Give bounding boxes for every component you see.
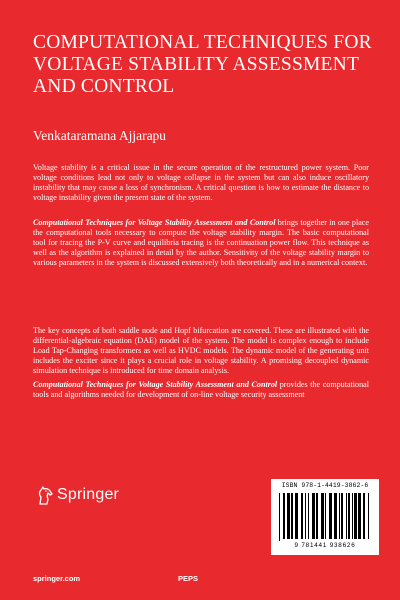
isbn-text: ISBN 978-1-4419-3862-6 [281,482,369,489]
barcode-bar [301,493,303,539]
barcode-digits: 9 781441 938626 [294,542,356,549]
barcode-bar [287,493,290,539]
barcode-bars [279,493,371,541]
springer-horse-icon [36,485,54,505]
book-author: Venkataramana Ajjarapu [33,128,167,143]
barcode-bar [346,493,347,539]
springer-logo [36,485,119,505]
description-paragraph-2 [33,218,369,268]
publisher-url: springer.com [33,574,81,583]
barcode-bar [348,493,350,539]
isbn-barcode [271,479,379,555]
barcode-bar [291,493,293,539]
paragraph-2-text: brings together in one place the computational tools necessary to compute the voltage stability margin. The basic computational tool for tracing the P-V curve and equilibria tracing is the continuation power flow. This technique as well as the algorithm is explained in detail by the author. Sensitivity of the voltage stability margin to various parameters in the system is discussed extensively both theoretically and in a numerical context. [33,218,369,268]
barcode-bar [312,493,315,539]
barcode-bar [354,493,357,539]
barcode-bar [358,493,361,539]
barcode-bar [339,493,340,539]
barcode-bar [329,493,332,539]
book-title-inline: Computational Techniques for Voltage Stability Assessment and Control [33,218,276,227]
barcode-bar [368,493,369,539]
barcode-bar [295,493,298,539]
barcode-bar [334,493,337,539]
book-title: COMPUTATIONAL TECHNIQUES FOR VOLTAGE STABILITY ASSESSMENT AND CONTROL [33,32,372,97]
barcode-bar [363,493,365,539]
barcode-bar [325,493,326,539]
barcode-bar [305,493,306,539]
book-title-inline: Computational Techniques for Voltage Stability Assessment and Control [33,380,278,389]
barcode-bar [279,493,280,541]
description-paragraph-1: Voltage stability is a critical issue in the secure operation of the restructured power system. Poor voltage conditions lead not only to voltage collapse in the system but can also induce oscillatory instability that may cause a loss of synchronism. A critical question is how to estimate the distance to voltage instability given the present state of the system. [33,163,369,203]
barcode-bar [341,493,343,539]
description-paragraph-3: The key concepts of both saddle node and Hopf bifurcation are covered. These are illustrated with the differential-algebraic equation (DAE) model of the system. The model is complex enough to include Load Tap-Changing transformers as well as HVDC models. The dynamic model of the generating unit includes the exciter since it plays a crucial role in voltage stability. A promising decoupled dynamic simulation technique is introduced for time domain analysis. [33,326,369,376]
description-paragraph-4 [33,380,369,400]
barcode-bar [308,493,309,539]
paragraph-4-text: provides the computational tools and algorithms needed for development of on-line voltage security assessment [33,380,369,400]
barcode-bar [321,493,324,539]
series-label: PEPS [178,574,199,583]
barcode-bar [316,493,318,539]
barcode-bar [283,493,285,539]
publisher-name: Springer [57,486,120,503]
barcode-bar [352,493,353,539]
